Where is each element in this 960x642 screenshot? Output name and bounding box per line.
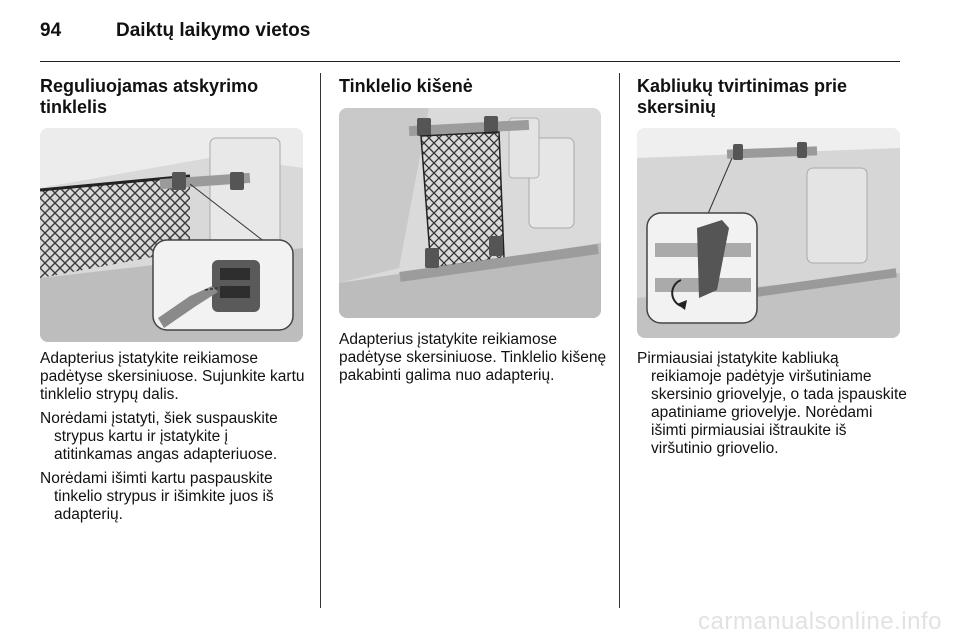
divider-net-illustration [40,128,303,342]
page-number: 94 [40,20,62,41]
section-heading: Reguliuojamas atskyrimo tinklelis [40,76,259,117]
paragraph: Norėdami išimti kartu paspauskite tinkelio strypus ir išimkite juos iš adapterių. [40,470,274,523]
section-heading: Tinklelio kišenė [339,76,473,96]
column-net-pocket [339,76,609,97]
column-divider [320,73,321,608]
body-text [339,331,609,391]
paragraph: Pirmiausiai įstatykite kabliuką reikiamoje padėtyje viršutiniame skersinio griovelyje, o tada įspauskite apatiniame griovelyje. Norėdami išimti pirmiausiai ištraukite iš viršutinio griovelio. [637,350,907,457]
paragraph: Adapterius įstatykite reikiamose padėtyse skersiniuose. Sujunkite kartu tinklelio strypų dalis. [40,350,305,403]
body-text [637,350,907,464]
watermark: carmanualsonline.info [698,608,942,635]
column-divider [619,73,620,608]
section-heading: Kabliukų tvirtinimas prie skersinių [637,76,848,117]
column-hooks [637,76,907,118]
header-rule [40,61,900,62]
net-pocket-illustration [339,108,601,318]
section-title: Daiktų laikymo vietos [116,20,311,41]
column-divider-net [40,76,310,118]
paragraph: Norėdami įstatyti, šiek suspauskite strypus kartu ir įstatykite į atitinkamas angas adapteriuose. [40,410,278,463]
paragraph: Adapterius įstatykite reikiamose padėtyse skersiniuose. Tinklelio kišenę pakabinti galima nuo adapterių. [339,331,607,384]
body-text [40,350,310,530]
hook-illustration [637,128,900,338]
